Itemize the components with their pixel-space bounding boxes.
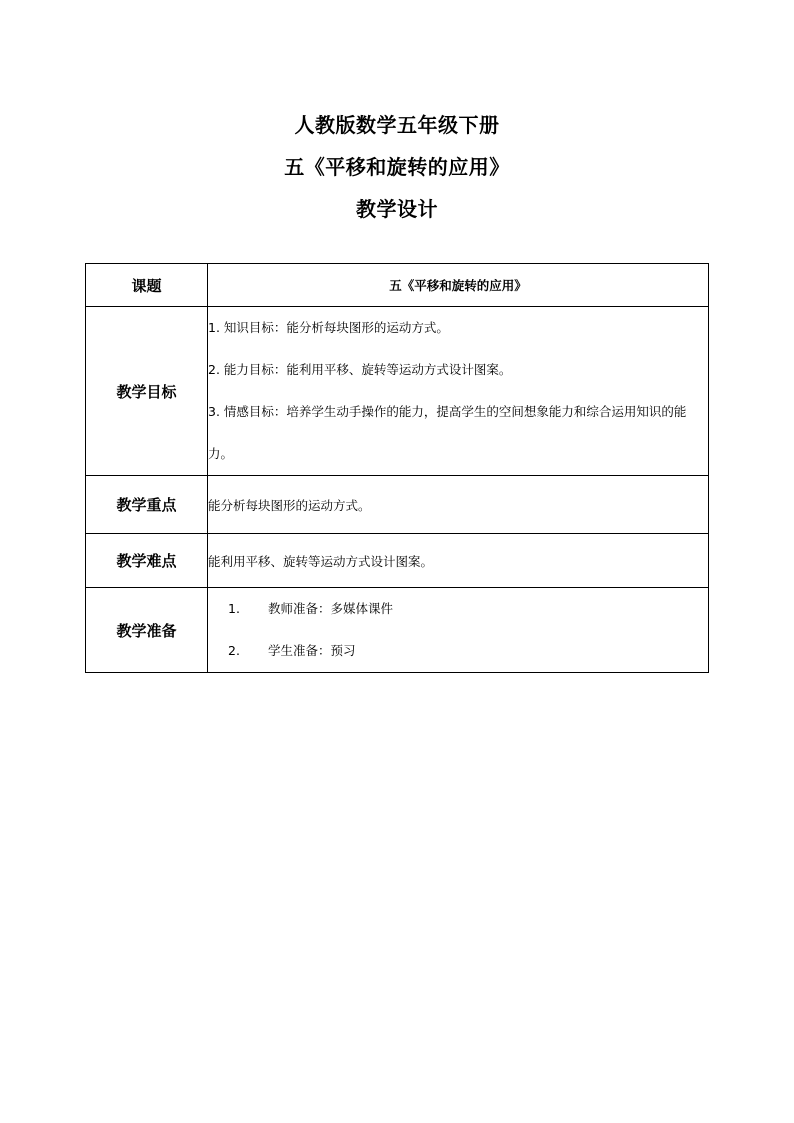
objective-item bbox=[208, 391, 708, 475]
title-textbook: 人教版数学五年级下册 bbox=[294, 113, 500, 137]
objective-number: 2. bbox=[208, 362, 220, 377]
value-key-points: 能分析每块图形的运动方式。 bbox=[208, 476, 709, 534]
preparation-text: 学生准备：预习 bbox=[267, 643, 356, 658]
label-difficulties: 教学难点 bbox=[86, 534, 208, 588]
preparation-item bbox=[208, 630, 708, 672]
value-preparation bbox=[208, 588, 709, 673]
row-objectives bbox=[86, 307, 709, 476]
preparation-number: 2. bbox=[228, 643, 240, 658]
value-difficulties: 能利用平移、旋转等运动方式设计图案。 bbox=[208, 534, 709, 588]
label-topic: 课题 bbox=[86, 264, 208, 307]
objective-text: 情感目标：培养学生动手操作的能力，提高学生的空间想象能力和综合运用知识的能力。 bbox=[208, 404, 687, 461]
document-title bbox=[0, 104, 794, 230]
label-objectives: 教学目标 bbox=[86, 307, 208, 476]
objective-item bbox=[208, 349, 708, 391]
row-difficulties bbox=[86, 534, 709, 588]
value-objectives bbox=[208, 307, 709, 476]
title-design: 教学设计 bbox=[356, 197, 438, 221]
row-topic bbox=[86, 264, 709, 307]
preparation-number: 1. bbox=[228, 601, 240, 616]
preparation-text: 教师准备：多媒体课件 bbox=[267, 601, 393, 616]
value-topic: 五《平移和旋转的应用》 bbox=[208, 264, 709, 307]
objective-item bbox=[208, 307, 708, 349]
row-preparation bbox=[86, 588, 709, 673]
label-preparation: 教学准备 bbox=[86, 588, 208, 673]
row-key-points bbox=[86, 476, 709, 534]
objective-text: 知识目标：能分析每块图形的运动方式。 bbox=[223, 320, 449, 335]
objective-number: 1. bbox=[208, 320, 220, 335]
objective-text: 能力目标：能利用平移、旋转等运动方式设计图案。 bbox=[223, 362, 512, 377]
lesson-plan-table bbox=[85, 263, 709, 673]
title-lesson: 五《平移和旋转的应用》 bbox=[284, 155, 510, 179]
label-key-points: 教学重点 bbox=[86, 476, 208, 534]
preparation-item bbox=[208, 588, 708, 630]
objective-number: 3. bbox=[208, 404, 220, 419]
